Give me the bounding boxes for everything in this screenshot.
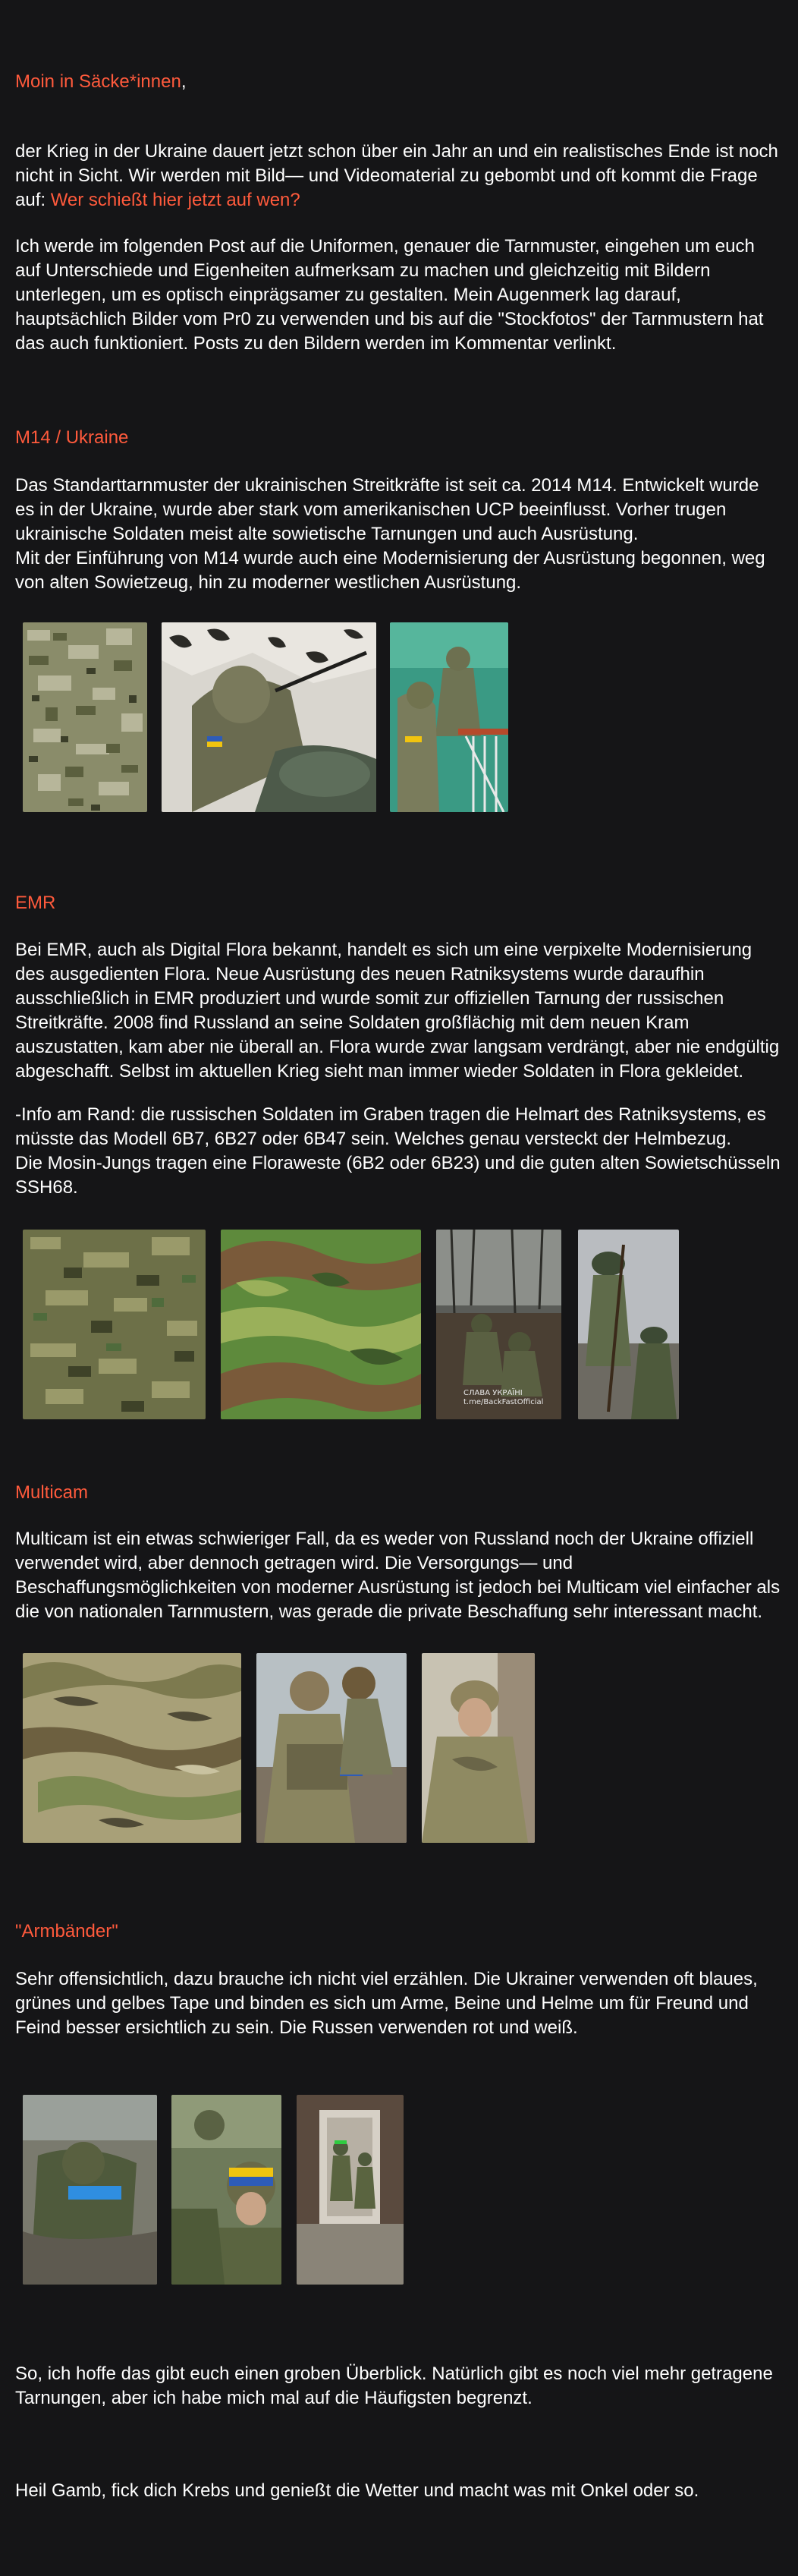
emr-pattern-image[interactable] — [23, 1230, 206, 1419]
intro-paragraph-2 — [15, 235, 783, 356]
greeting: Moin in Säcke*innen — [15, 71, 181, 92]
section-heading-armbands: "Armbänder" — [15, 1921, 118, 1941]
section-body-multicam: Multicam ist ein etwas schwieriger Fall, da es weder von Russland noch der Ukraine offiziell verwendet wird, aber dennoch getragen wird. Die Versorgungs— und Beschaffungsmöglichkeiten von moderner Ausrüstung ist jedoch bei Multicam viel einfacher als die von nationalen Tarnmustern, was gerade die private Beschaffung sehr interessant macht. — [15, 1529, 781, 1622]
multicam-soldier-photo-1[interactable] — [256, 1653, 407, 1843]
multicam-soldier-photo-2[interactable] — [422, 1653, 535, 1843]
outro-summary: So, ich hoffe das gibt euch einen groben Überblick. Natürlich gibt es noch viel mehr getragene Tarnungen, aber ich habe mich mal auf die Häufigsten begrenzt. — [15, 2363, 773, 2408]
m14-soldier-photo-1[interactable] — [162, 622, 376, 812]
section-body-m14: Das Standarttarnmuster der ukrainischen Streitkräfte ist seit ca. 2014 M14. Entwickelt wurde es in der Ukraine, wurde aber stark vom amerikanischen UCP beeinflusst. Vorher trugen ukrainische Soldaten meist alte sowietische Tarnungen und auch Ausrüstung. Mit der Einführung von M14 wurde auch eine Modernisierung der Ausrüstung begonnen, weg von alten Sowietzeug, hin zu moderner westlichen Ausrüstung. — [15, 475, 765, 593]
gallery-emr — [23, 1230, 679, 1419]
section-info-emr: -Info am Rand: die russischen Soldaten im Graben tragen die Helmart des Ratniksystems, es müsste das Modell 6B7, 6B27 oder 6B47 sein. Welches genau versteckt der Helmbezug. Die Mosin-Jungs tragen eine Floraweste (6B2 oder 6B23) und die guten alten Sowietschüsseln SSH68. — [15, 1104, 781, 1198]
intro-question: Wer schießt hier jetzt auf wen? — [50, 190, 300, 210]
emr-trench-photo[interactable] — [436, 1230, 561, 1419]
m14-pattern-image[interactable] — [23, 622, 147, 812]
armband-photo-2[interactable] — [171, 2095, 281, 2285]
intro-paragraph-1 — [15, 140, 783, 213]
multicam-pattern-image[interactable] — [23, 1653, 241, 1843]
section-heading-multicam: Multicam — [15, 1482, 89, 1503]
intro-paragraph-2-text: Ich werde im folgenden Post auf die Uniformen, genauer die Tarnmuster, eingehen um euch auf Unterschiede und Eigenheiten aufmerksam zu machen und gleichzeitig mit Bildern unterlegen, um es optisch einprägsamer zu gestalten. Mein Augenmerk lag darauf, hauptsächlich Bilder vom Pr0 zu verwenden und bis auf die "Stockfotos" der Tarnmustern hat das auch funktioniert. Posts zu den Bildern werden im Kommentar verlinkt. — [15, 236, 764, 354]
armband-photo-3[interactable] — [297, 2095, 404, 2285]
emr-photo-caption-1: СЛАВА УКРАЇНІ — [463, 1389, 523, 1397]
section-heading-emr: EMR — [15, 893, 56, 913]
greeting-suffix: , — [181, 71, 187, 92]
greeting-line — [15, 70, 783, 94]
armband-photo-1[interactable] — [23, 2095, 157, 2285]
outro-signoff: Heil Gamb, fick dich Krebs und genießt die Wetter und macht was mit Onkel oder so. — [15, 2480, 699, 2501]
intro-paragraph-1-text: der Krieg in der Ukraine dauert jetzt schon über ein Jahr an und ein realistisches Ende ist noch nicht in Sicht. Wir werden mit Bild— und Videomaterial zu gebombt und oft kommt die Frage auf: — [15, 141, 778, 210]
section-body-armbands: Sehr offensichtlich, dazu brauche ich nicht viel erzählen. Die Ukrainer verwenden oft blaues, grünes und gelbes Tape und binden es sich um Arme, Beine und Helme um für Freund und Feind besser ersichtlich zu sein. Die Russen verwenden rot und weiß. — [15, 1969, 758, 2038]
mosin-soldiers-photo[interactable] — [578, 1230, 679, 1419]
gallery-armbands — [23, 2095, 404, 2285]
emr-photo-caption-2: t.me/BackFastOfficial — [463, 1398, 544, 1406]
gallery-multicam — [23, 1653, 535, 1843]
section-heading-m14: M14 / Ukraine — [15, 427, 129, 448]
gallery-m14 — [23, 622, 508, 812]
m14-soldier-photo-2[interactable] — [390, 622, 508, 812]
section-body-emr: Bei EMR, auch als Digital Flora bekannt, handelt es sich um eine verpixelte Modernisierung des ausgedienten Flora. Neue Ausrüstung des neuen Ratniksystems wurde daraufhin ausschließlich in EMR produziert und wurde somit zur offiziellen Tarnung der russischen Streitkräfte. 2008 find Russland an seine Soldaten großflächig mit dem neuen Kram auszustatten, kam aber nie überall an. Flora wurde zwar langsam verdrängt, aber nie endgültig abgeschafft. Selbst im aktuellen Krieg sieht man immer wieder Soldaten in Flora gekleidet. — [15, 940, 780, 1082]
flora-pattern-image[interactable] — [221, 1230, 421, 1419]
